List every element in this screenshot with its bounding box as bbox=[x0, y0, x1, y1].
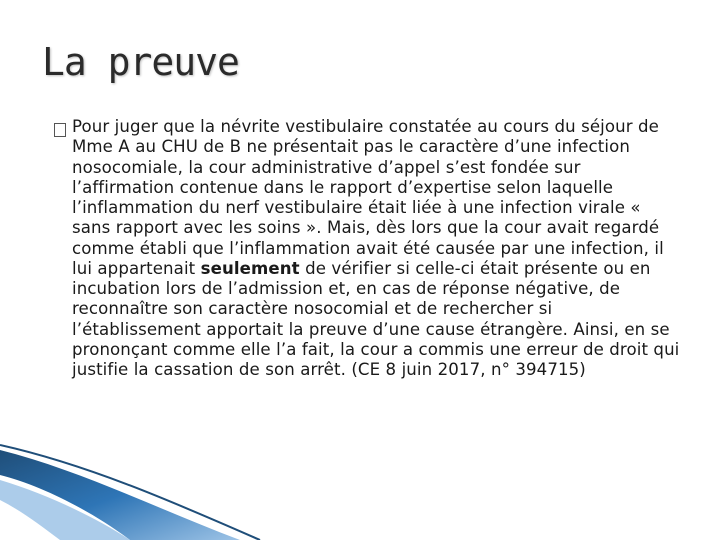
bullet-text-end: de vérifier si celle-ci était présente ou en incubation lors de l’admission et, en cas de réponse négative, de reconnaître son caractère nosocomial et de rechercher si l’établissement apportait la preuve d’une cause étrangère. Ainsi, en se prononçant comme elle l’a fait, la cour a commis une erreur de droit qui justifie la cassation de son arrêt. (CE 8 juin 2017, n° 394715) bbox=[72, 258, 680, 379]
slide-content bbox=[54, 117, 694, 380]
slide-title: La preuve bbox=[42, 40, 239, 84]
bullet-icon bbox=[54, 123, 66, 137]
bullet-text-start: Pour juger que la névrite vestibulaire constatée au cours du séjour de Mme A au CHU de B ne présentait pas le caractère d’une infection nosocomiale, la cour administrative d’appel s’est fondée sur l’affirmation contenue dans le rapport d’expertise selon laquelle l’inflammation du nerf vestibulaire était liée à une infection virale « sans rapport avec les soins ». Mais, dès lors que la cour avait regardé comme établi que l’inflammation avait été causée par une infection, il lui appartenait bbox=[72, 117, 664, 278]
bullet-text bbox=[72, 117, 680, 380]
bullet-emphasis: seulement bbox=[200, 258, 300, 278]
decorative-corner-swoosh bbox=[0, 430, 720, 540]
bullet-item bbox=[54, 117, 694, 380]
